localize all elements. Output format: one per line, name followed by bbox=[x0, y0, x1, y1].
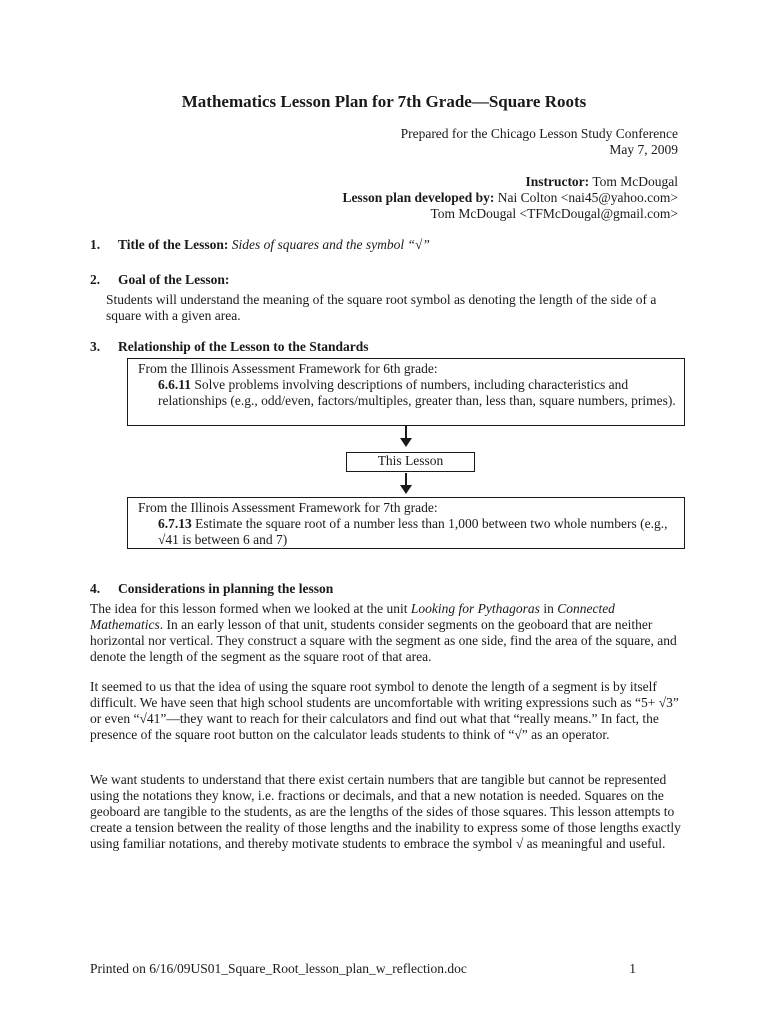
instructor-name: Tom McDougal bbox=[589, 174, 678, 189]
section-2-body: Students will understand the meaning of the square root symbol as denoting the length of the side of a square with a given area. bbox=[106, 292, 657, 323]
standard-box-7th-grade bbox=[127, 497, 685, 549]
section-4-paragraph-1 bbox=[90, 601, 686, 665]
this-lesson-label: This Lesson bbox=[377, 453, 444, 468]
section-3-heading bbox=[90, 339, 369, 355]
prepared-for-line: Prepared for the Chicago Lesson Study Conference bbox=[400, 126, 678, 141]
this-lesson-box bbox=[346, 452, 475, 472]
standard-7th-intro: From the Illinois Assessment Framework for 7th grade: bbox=[138, 500, 438, 515]
section-3-number: 3. bbox=[90, 339, 101, 354]
standard-7th-code: 6.7.13 bbox=[158, 516, 192, 531]
standard-6th-text bbox=[128, 377, 684, 409]
section-4-paragraph-3: We want students to understand that there exist certain numbers that are tangible but cannot be represented using the notations they know, i.e. fractions or decimals, and that a new notation is needed. Squares on the geoboard are tangible to the students, as are the lengths of the sides of those squares. This lesson attempts to create a tension between the reality of those lengths and the inability to express some of those lengths exactly using familiar notations, and thereby motivate students to embrace the symbol √ as meaningful and useful. bbox=[90, 772, 681, 851]
p1-text-c: in bbox=[539, 601, 558, 616]
developer-line-1 bbox=[342, 190, 678, 206]
standard-box-6th-grade bbox=[127, 358, 685, 426]
arrow-down-icon bbox=[398, 473, 414, 495]
p1-text-e: . In an early lesson of that unit, students consider segments on the geoboard that are neither horizontal nor vertical. They construct a square with the segment as one side, find the area of the square, and denote the length of the segment as the square root of that area. bbox=[90, 617, 677, 664]
arrow-down-icon bbox=[398, 426, 414, 448]
developer-1: Nai Colton <nai45@yahoo.com> bbox=[494, 190, 678, 205]
section-4-label: Considerations in planning the lesson bbox=[118, 581, 334, 596]
p1-series-title: Connected Mathematics bbox=[90, 601, 615, 632]
header-block bbox=[342, 126, 678, 222]
standard-6th-intro: From the Illinois Assessment Framework for 6th grade: bbox=[138, 361, 438, 376]
section-1-label: Title of the Lesson: bbox=[118, 237, 229, 252]
p1-text-a: The idea for this lesson formed when we looked at the unit bbox=[90, 601, 411, 616]
section-4-heading bbox=[90, 581, 333, 597]
section-4-number: 4. bbox=[90, 581, 101, 596]
section-1-heading bbox=[90, 237, 430, 253]
instructor-line bbox=[342, 174, 678, 190]
developed-by-label: Lesson plan developed by: bbox=[342, 190, 495, 205]
footer-printed-on: Printed on 6/16/09US01_Square_Root_lesson_plan_w_reflection.doc bbox=[90, 961, 467, 976]
section-2-heading bbox=[90, 272, 229, 288]
date-line: May 7, 2009 bbox=[609, 142, 678, 157]
page-number: 1 bbox=[629, 961, 636, 976]
developer-2: Tom McDougal <TFMcDougal@gmail.com> bbox=[430, 206, 678, 221]
instructor-label: Instructor: bbox=[525, 174, 590, 189]
document-title: Mathematics Lesson Plan for 7th Grade—Square Roots bbox=[181, 92, 587, 111]
section-4-paragraph-2: It seemed to us that the idea of using the square root symbol to denote the length of a segment is by itself difficult. We have seen that high school students are uncomfortable with writing expressions such as “5+ √3” or even “√41”—they want to reach for their calculators and find out what that “really means.” In fact, the presence of the square root button on the calculator leads students to think of “√” as an operator. bbox=[90, 679, 679, 742]
standard-6th-description: Solve problems involving descriptions of numbers, including characteristics and relationships (e.g., odd/even, factors/multiples, greater than, less than, square numbers, primes). bbox=[158, 377, 676, 408]
section-1-value: Sides of squares and the symbol “√” bbox=[231, 237, 430, 252]
p1-book-title: Looking for Pythagoras bbox=[410, 601, 540, 616]
standard-6th-code: 6.6.11 bbox=[158, 377, 192, 392]
section-2-label: Goal of the Lesson: bbox=[118, 272, 230, 287]
standard-7th-description: Estimate the square root of a number less than 1,000 between two whole numbers (e.g., √41 is between 6 and 7) bbox=[158, 516, 668, 547]
section-3-label: Relationship of the Lesson to the Standards bbox=[118, 339, 369, 354]
page-footer bbox=[90, 961, 636, 977]
section-2-number: 2. bbox=[90, 272, 101, 287]
standard-7th-text bbox=[128, 516, 684, 548]
section-1-number: 1. bbox=[90, 237, 101, 252]
